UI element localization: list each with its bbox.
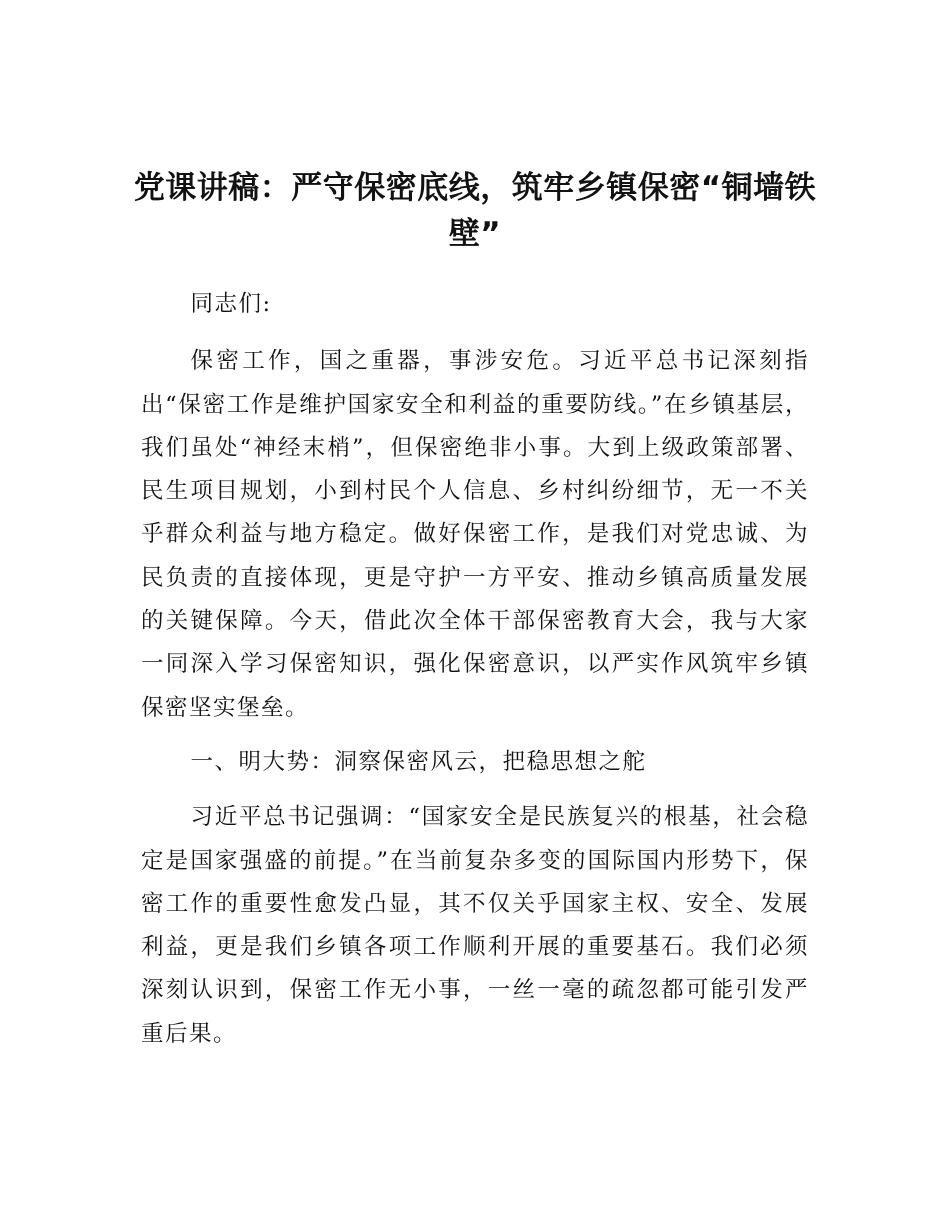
paragraph-section-one: 习近平总书记强调：“国家安全是民族复兴的根基，社会稳定是国家强盛的前提。”在当前复杂多变的国际国内形势下，保密工作的重要性愈发凸显，其不仅关乎国家主权、安全、发展利益，更是我们乡镇各项工作顺利开展的重要基石。我们必须深刻认识到，保密工作无小事，一丝一毫的疏忽都可能引发严重后果。 xyxy=(141,804,809,1047)
section-heading: 一、明大势：洞察保密风云，把稳思想之舵 xyxy=(190,748,647,775)
salutation: 同志们: xyxy=(190,291,272,317)
document-title: 党课讲稿：严守保密底线，筑牢乡镇保密“铜墙铁壁” xyxy=(133,170,817,252)
paragraph-intro: 保密工作，国之重器，事涉安危。习近平总书记深刻指出“保密工作是维护国家安全和利益的重要防线。”在乡镇基层，我们虽处“神经末梢”，但保密绝非小事。大到上级政策部署、民生项目规划，小到村民个人信息、乡村纠纷细节，无一不关乎群众利益与地方稳定。做好保密工作，是我们对党忠诚、为民负责的直接体现，更是守护一方平安、推动乡镇高质量发展的关键保障。今天，借此次全体干部保密教育大会，我与大家一同深入学习保密知识，强化保密意识，以严实作风筑牢乡镇保密坚实堡垒。 xyxy=(141,348,809,721)
document-body xyxy=(141,283,809,1056)
